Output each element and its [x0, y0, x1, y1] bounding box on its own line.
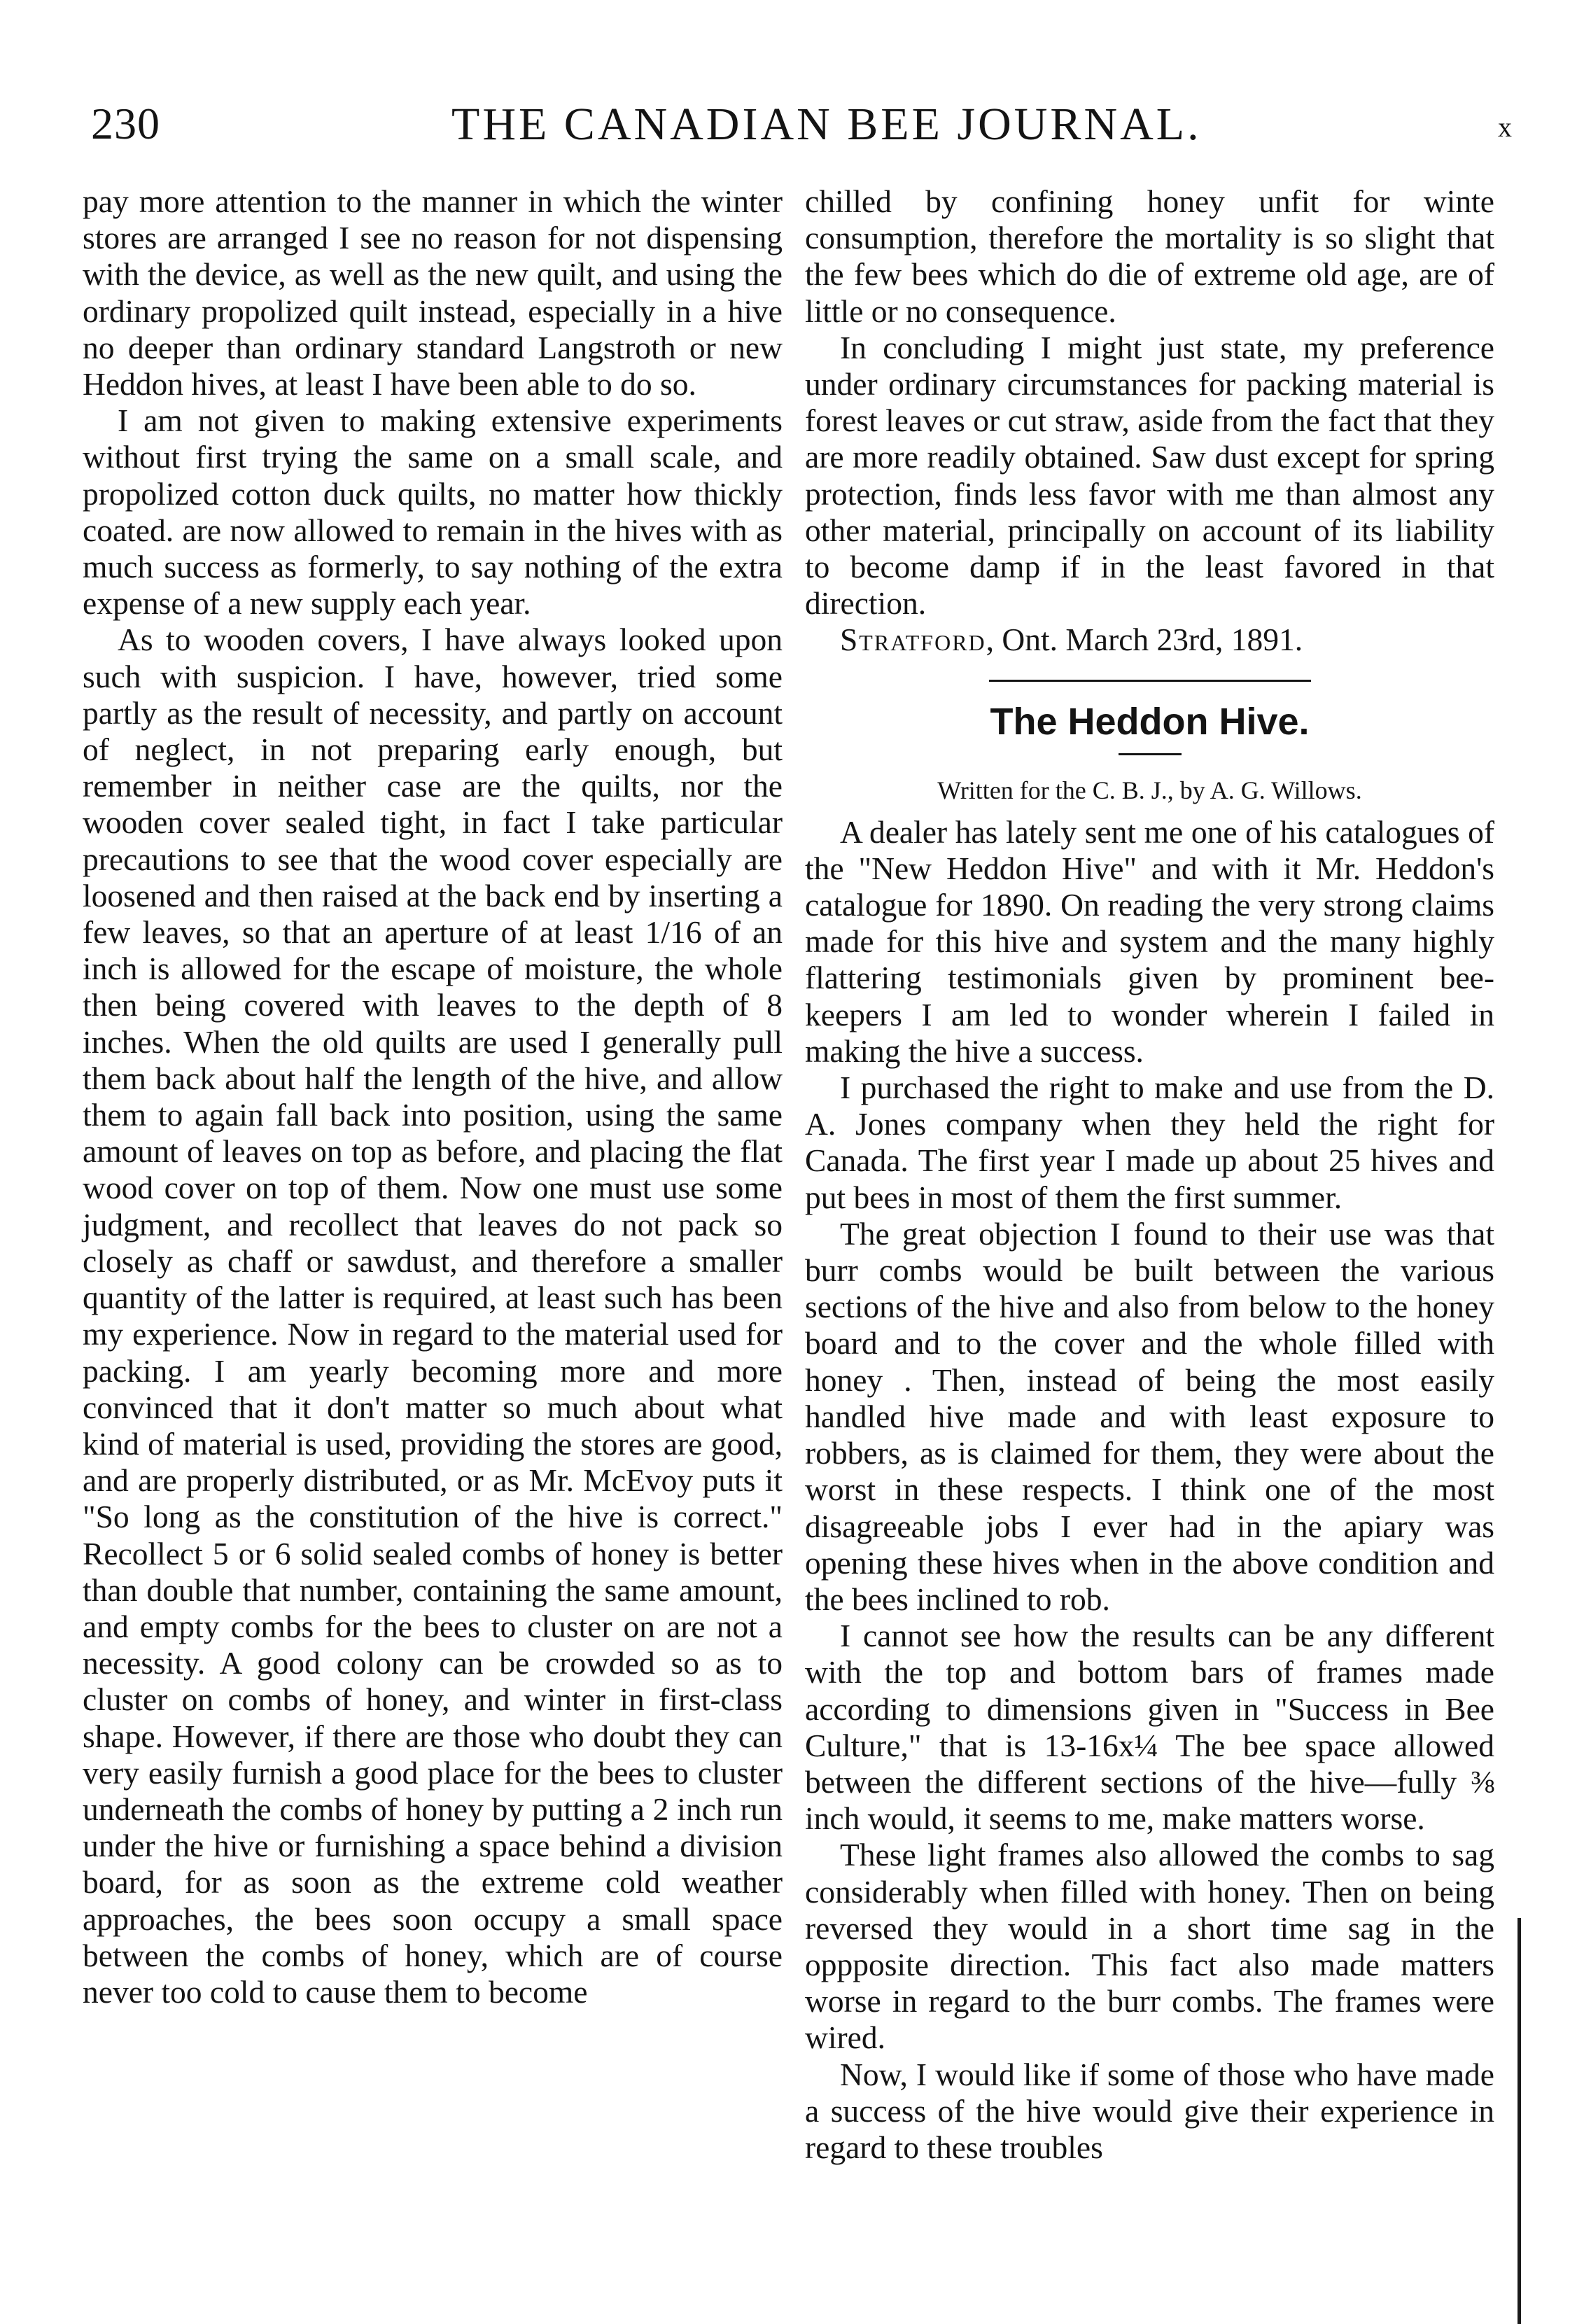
heddon-paragraph-3: The great objection I found to their use was that burr combs would be built between the various sections of the hive and also from below to the honey board and to the cover and the whole filled with honey . Then, instead of being the most easily handled hive made and with least exposure to robbers, as is claimed for them, they were about the worst in these respects. I think one of the most disagreeable jobs I ever had in the apiary was opening these hives when in the above condition and the bees inclined to rob. [805, 1215, 1494, 1617]
journal-title: THE CANADIAN BEE JOURNAL. [451, 99, 1202, 150]
heddon-paragraph-5: These light frames also allowed the combs to sag considerably when filled with honey. Then on being reversed they would in a short time sag in the oppposite direction. This fact also made matters worse in regard to the burr combs. The frames were wired. [805, 1837, 1494, 2056]
article-signature [805, 622, 1494, 658]
left-paragraph-3: As to wooden covers, I have always looked upon such with suspicion. I have, however, tried some partly as the result of necessity, and partly on account of neglect, in not preparing early enough, but remember in neither case are the quilts, nor the wooden cover sealed tight, in fact I take particular precautions to see that the wood cover especially are loosened and then raised at the back end by inserting a few leaves, so that an aperture of at least 1/16 of an inch is allowed for the escape of moisture, the whole then being covered with leaves to the depth of 8 inches. When the old quilts are used I generally pull them back about half the length of the hive, and allow them to again fall back into position, using the same amount of leaves on top as before, and placing the flat wood cover on top of them. Now one must use some judgment, and recollect that leaves do not pack so closely as chaff or sawdust, and therefore a smaller quantity of the latter is required, at least such has been my experience. Now in regard to the material used for packing. I am yearly becoming more and more convinced that it don't matter so much about what kind of material is used, providing the stores are good, and are properly distributed, or as Mr. McEvoy puts it "So long as the constitution of the hive is correct." Recollect 5 or 6 solid sealed combs of honey is better than double that number, containing the same amount, and empty combs for the bees to cluster on are not a necessity. A good colony can be crowded so as to cluster on combs of honey, and winter in first-class shape. However, if there are those who doubt they can very easily furnish a good place for the bees to cluster underneath the combs of honey by putting a 2 inch run under the hive or furnishing a space behind a division board, for as soon as the extreme cold weather approaches, the bees soon occupy a small space between the combs of honey, which are of course never too cold to cause them to become [83, 622, 783, 2010]
heddon-paragraph-2: I purchased the right to make and use from the D. A. Jones company when they held the right for Canada. The first year I made up about 25 hives and put bees in most of them the first summer. [805, 1070, 1494, 1215]
left-paragraph-1: pay more attention to the manner in which the winter stores are arranged I see no reason for not dispensing with the device, as well as the new quilt, and using the ordinary propolized quilt instead, especially in a hive no deeper than ordinary standard Langstroth or new Heddon hives, at least I have been able to do so. [83, 183, 783, 402]
scan-edge-rule [1518, 1918, 1521, 2324]
section-heading: The Heddon Hive. [990, 700, 1310, 743]
heddon-paragraph-4: I cannot see how the results can be any different with the top and bottom bars of frames made according to dimensions given in "Success in Bee Culture," that is 13-16x¼ The bee space allowed between the different sections of the hive—fully ⅜ inch would, it seems to me, make matters worse. [805, 1618, 1494, 1837]
heddon-paragraph-6: Now, I would like if some of those who have made a success of the hive would give their experience in regard to these troubles [805, 2056, 1494, 2165]
section-divider [989, 680, 1311, 682]
page-number: 230 [91, 99, 160, 148]
left-column [83, 183, 783, 2010]
page-header [0, 98, 1577, 161]
right-column [805, 183, 1494, 2166]
right-paragraph-1: chilled by confining honey unfit for winte consumption, therefore the mortality is so slight that the few bees which do die of extreme old age, are of little or no consequence. [805, 183, 1494, 329]
left-paragraph-2: I am not given to making extensive experiments without first trying the same on a small scale, and propolized cotton duck quilts, no matter how thickly coated. are now allowed to remain in the hives with as much success as formerly, to say nothing of the extra expense of a new supply each year. [83, 402, 783, 622]
signature-date: , Ont. March 23rd, 1891. [986, 622, 1303, 658]
heading-rule [1119, 753, 1182, 755]
article-byline: Written for the C. B. J., by A. G. Willows. [937, 776, 1362, 804]
heddon-paragraph-1: A dealer has lately sent me one of his catalogues of the "New Heddon Hive" and with it Mr. Heddon's catalogue for 1890. On reading the very strong claims made for this hive and system and the many highly flattering testimonials given by prominent bee-keepers I am led to wonder wherein I failed in making the hive a success. [805, 813, 1494, 1069]
signature-place: Stratford [840, 622, 986, 658]
corner-mark: x [1498, 111, 1512, 143]
right-paragraph-2: In concluding I might just state, my preference under ordinary circumstances for packing material is forest leaves or cut straw, aside from the fact that they are more readily obtained. Saw dust except for spring protection, finds less favor with me than almost any other material, principally on account of its liability to become damp if in the least favored in that direction. [805, 329, 1494, 622]
